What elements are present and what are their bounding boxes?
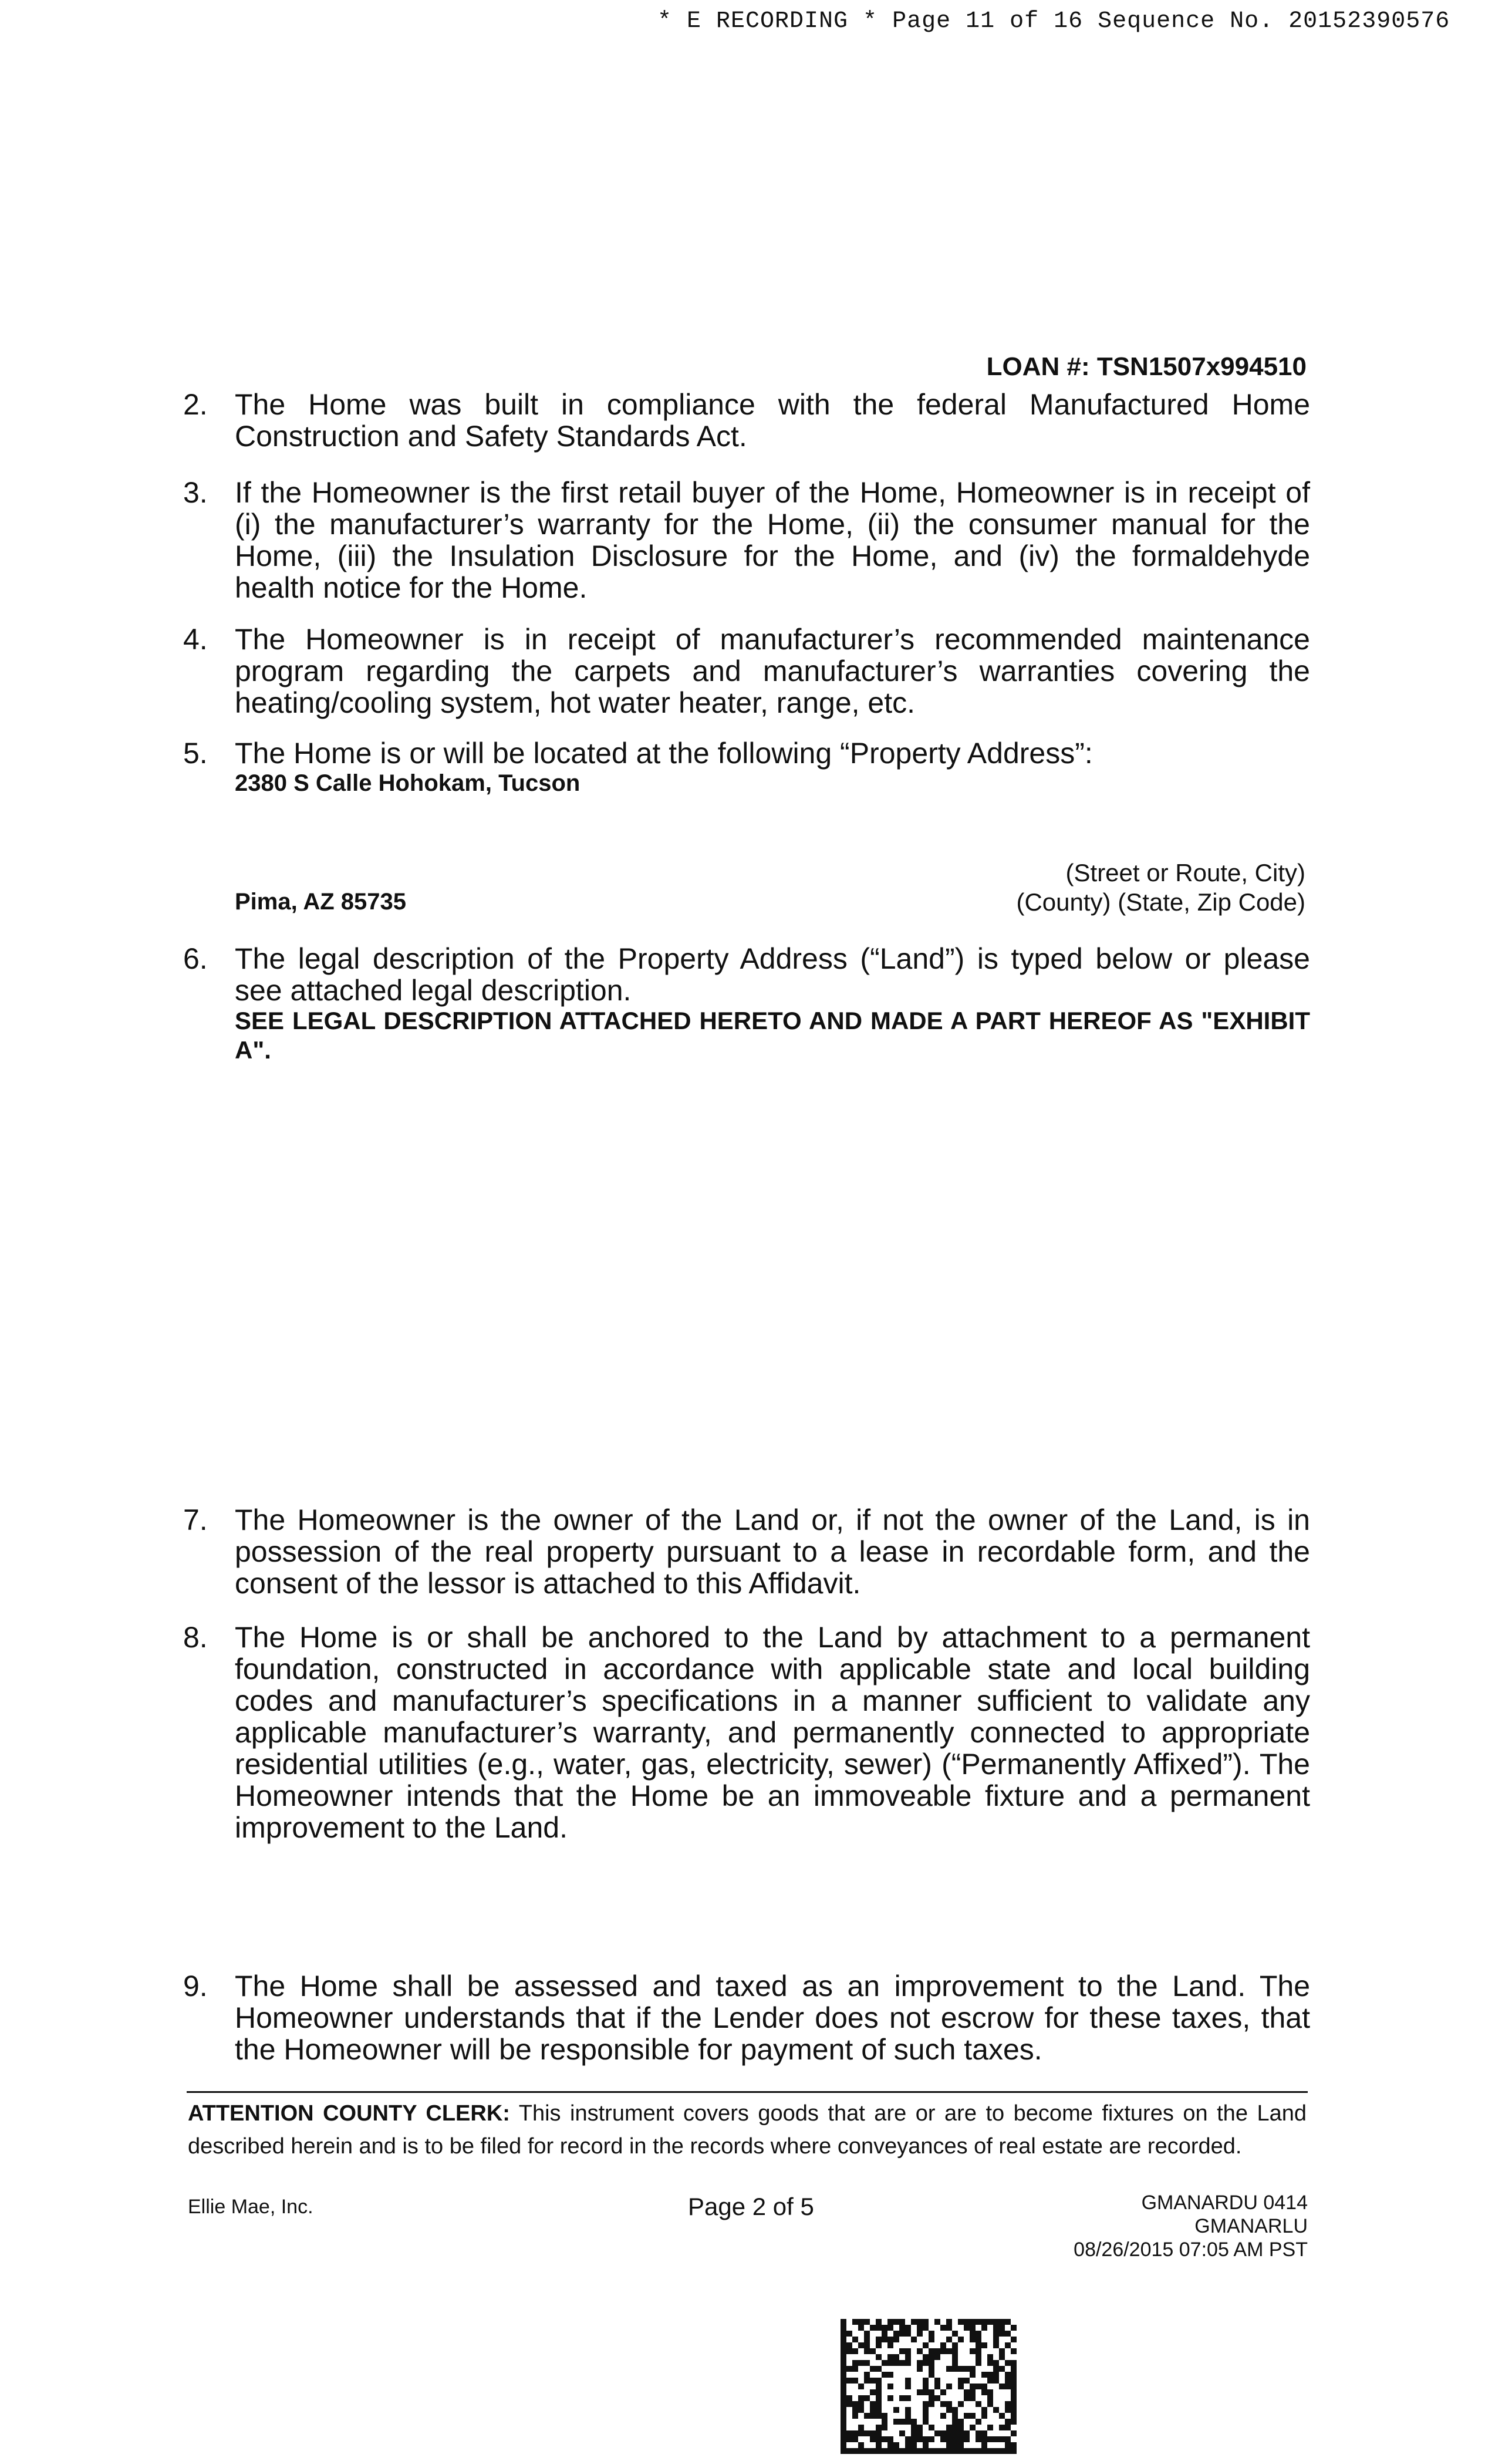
list-item <box>183 1621 1310 1843</box>
list-item <box>183 943 1310 1065</box>
item-text: The Homeowner is in receipt of manufacturer’s recommended maintenance program regarding the carpets and manufacturer’s warranties covering the heating/cooling system, hot water heater, range, etc. <box>235 623 1310 719</box>
property-street-city: 2380 S Calle Hohokam, Tucson <box>235 770 580 796</box>
item-number: 9. <box>183 1970 208 2002</box>
list-item <box>183 389 1310 452</box>
list-item <box>183 623 1310 719</box>
attention-text: This instrument covers goods that are or are to become fixtures on the Land described herein and is to be filed for record in the records where conveyances of real estate are recorded. <box>188 2101 1307 2159</box>
loan-number: LOAN #: TSN1507x994510 <box>986 352 1307 381</box>
barcode-2d-icon <box>841 2319 1017 2454</box>
item-number: 3. <box>183 476 208 509</box>
item-number: 5. <box>183 737 208 770</box>
attention-county-clerk <box>188 2097 1307 2163</box>
form-code: GMANARDU 0414 <box>1141 2192 1308 2214</box>
footer-form-info <box>1074 2191 1308 2261</box>
list-item <box>183 477 1310 604</box>
item-number: 8. <box>183 1621 208 1654</box>
footer-company: Ellie Mae, Inc. <box>188 2196 313 2218</box>
item-text: If the Homeowner is the first retail buyer of the Home, Homeowner is in receipt of (i) the manufacturer’s warranty for the Home, (ii) the consumer manual for the Home, (iii) the Insulation Disclosure for the Home, and (iv) the formaldehyde health notice for the Home. <box>235 476 1310 604</box>
street-label: (Street or Route, City) <box>1065 859 1305 886</box>
legal-description: SEE LEGAL DESCRIPTION ATTACHED HERETO AND MADE A PART HEREOF AS "EXHIBIT A". <box>235 1007 1310 1064</box>
item-text: The Homeowner is the owner of the Land or, if not the owner of the Land, is in possession of the real property pursuant to a lease in recordable form, and the consent of the lessor is attached to this Affidavit. <box>235 1503 1310 1600</box>
list-item <box>183 737 1310 769</box>
item-text: The Home is or will be located at the following “Property Address”: <box>235 737 1093 770</box>
item-text: The Home shall be assessed and taxed as an improvement to the Land. The Homeowner understands that if the Lender does not escrow for these taxes, that the Homeowner will be responsible for payment of such taxes. <box>235 1970 1310 2066</box>
list-item <box>183 1970 1310 2065</box>
item-text: The Home is or shall be anchored to the Land by attachment to a permanent foundation, constructed in accordance with applicable state and local building codes and manufacturer’s specifications in a manner sufficient to validate any applicable manufacturer’s warranty, and permanently connected to appropriate residential utilities (e.g., water, gas, electricity, sewer) (“Permanently Affixed”). The Homeowner intends that the Home be an immoveable fixture and a permanent improvement to the Land. <box>235 1621 1310 1844</box>
recording-header: * E RECORDING * Page 11 of 16 Sequence No. 20152390576 <box>657 8 1450 35</box>
footer-page-number: Page 2 of 5 <box>688 2193 814 2220</box>
item-number: 2. <box>183 388 208 421</box>
item-number: 6. <box>183 942 208 975</box>
item-number: 7. <box>183 1503 208 1536</box>
item-number: 4. <box>183 623 208 656</box>
item-text: The legal description of the Property Address (“Land”) is typed below or please see attached legal description. <box>235 942 1310 1007</box>
divider <box>187 2091 1308 2093</box>
attention-label: ATTENTION COUNTY CLERK: <box>188 2101 510 2126</box>
county-label: (County) (State, Zip Code) <box>1016 888 1305 916</box>
item-text: The Home was built in compliance with the federal Manufactured Home Construction and Safety Standards Act. <box>235 388 1310 453</box>
form-code-secondary: GMANARLU <box>1194 2215 1308 2237</box>
form-timestamp: 08/26/2015 07:05 AM PST <box>1074 2239 1308 2261</box>
property-county-state-zip: Pima, AZ 85735 <box>235 889 407 915</box>
list-item <box>183 1504 1310 1599</box>
